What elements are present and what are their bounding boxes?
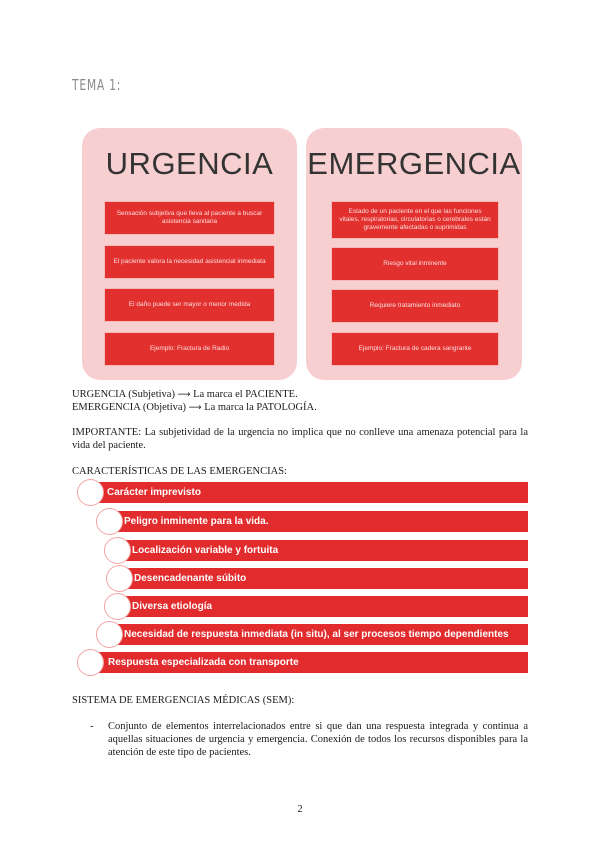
- urgencia-title: URGENCIA: [105, 146, 274, 181]
- bullet-marker: -: [90, 721, 94, 732]
- list-item-label: Peligro inminente para la vida.: [124, 516, 269, 527]
- emergencia-item: Requiere tratamiento inmediato: [331, 289, 499, 323]
- sem-title: SISTEMA DE EMERGENCIAS MÉDICAS (SEM):: [72, 695, 295, 706]
- importante-paragraph: IMPORTANTE: La subjetividad de la urgencia no implica que no conlleve una amenaza potencial para la vida del paciente.: [72, 427, 528, 451]
- emergencia-title: EMERGENCIA: [307, 146, 521, 181]
- section-heading: TEMA 1:: [72, 76, 122, 94]
- bullet-circle-icon: [104, 537, 131, 564]
- bullet-circle-icon: [96, 621, 123, 648]
- list-item-label: Necesidad de respuesta inmediata (in situ), al ser procesos tiempo dependientes: [124, 629, 509, 640]
- emergencia-item: Ejemplo: Fractura de cadera sangrante: [331, 332, 499, 366]
- definition-line: [72, 401, 317, 415]
- list-item-label: Desencadenante súbito: [134, 573, 247, 584]
- definition-meaning: La marca el PACIENTE.: [193, 389, 298, 400]
- bullet-circle-icon: [106, 565, 133, 592]
- urgencia-panel: [82, 128, 297, 380]
- definition-meaning: La marca la PATOLOGÍA.: [204, 402, 317, 413]
- urgencia-item: El daño puede ser mayor o menor medida: [104, 288, 275, 322]
- definition-term: EMERGENCIA (Objetiva): [72, 402, 187, 413]
- bullet-circle-icon: [104, 593, 131, 620]
- page-number: 2: [297, 804, 303, 815]
- definition-line: [72, 388, 298, 402]
- bullet-circle-icon: [96, 508, 123, 535]
- urgencia-item: El paciente valora la necesidad asistencial inmediata: [104, 245, 275, 279]
- arrow-icon: ⟶: [188, 403, 202, 413]
- definition-term: URGENCIA (Subjetiva): [72, 389, 175, 400]
- list-item-label: Respuesta especializada con transporte: [108, 657, 299, 668]
- list-item-label: Carácter imprevisto: [107, 487, 201, 498]
- arrow-icon: ⟶: [177, 390, 191, 400]
- caracteristicas-title: CARACTERÍSTICAS DE LAS EMERGENCIAS:: [72, 466, 287, 477]
- bullet-circle-icon: [77, 479, 104, 506]
- urgencia-item: Ejemplo: Fractura de Radio: [104, 332, 275, 366]
- urgencia-item: Sensación subjetiva que lleva al paciente a buscar asistencia sanitaria: [104, 201, 275, 235]
- emergencia-item: Estado de un paciente en el que las funciones vitales, respiratorias, circulatorias o cerebrales están gravemente afectadas o suprimidas: [331, 201, 499, 239]
- bullet-circle-icon: [77, 649, 104, 676]
- sem-bullet-text: Conjunto de elementos interrelacionados entre si que dan una respuesta integrada y continua a aquellas situaciones de urgencia y emergencia. Conexión de todos los recursos disponibles para la atención de este tipo de pacientes.: [108, 721, 528, 758]
- list-item-label: Localización variable y fortuita: [132, 545, 279, 556]
- emergencia-panel: [306, 128, 522, 380]
- emergencia-item: Riesgo vital inminente: [331, 247, 499, 281]
- list-item-label: Diversa etiología: [132, 601, 213, 612]
